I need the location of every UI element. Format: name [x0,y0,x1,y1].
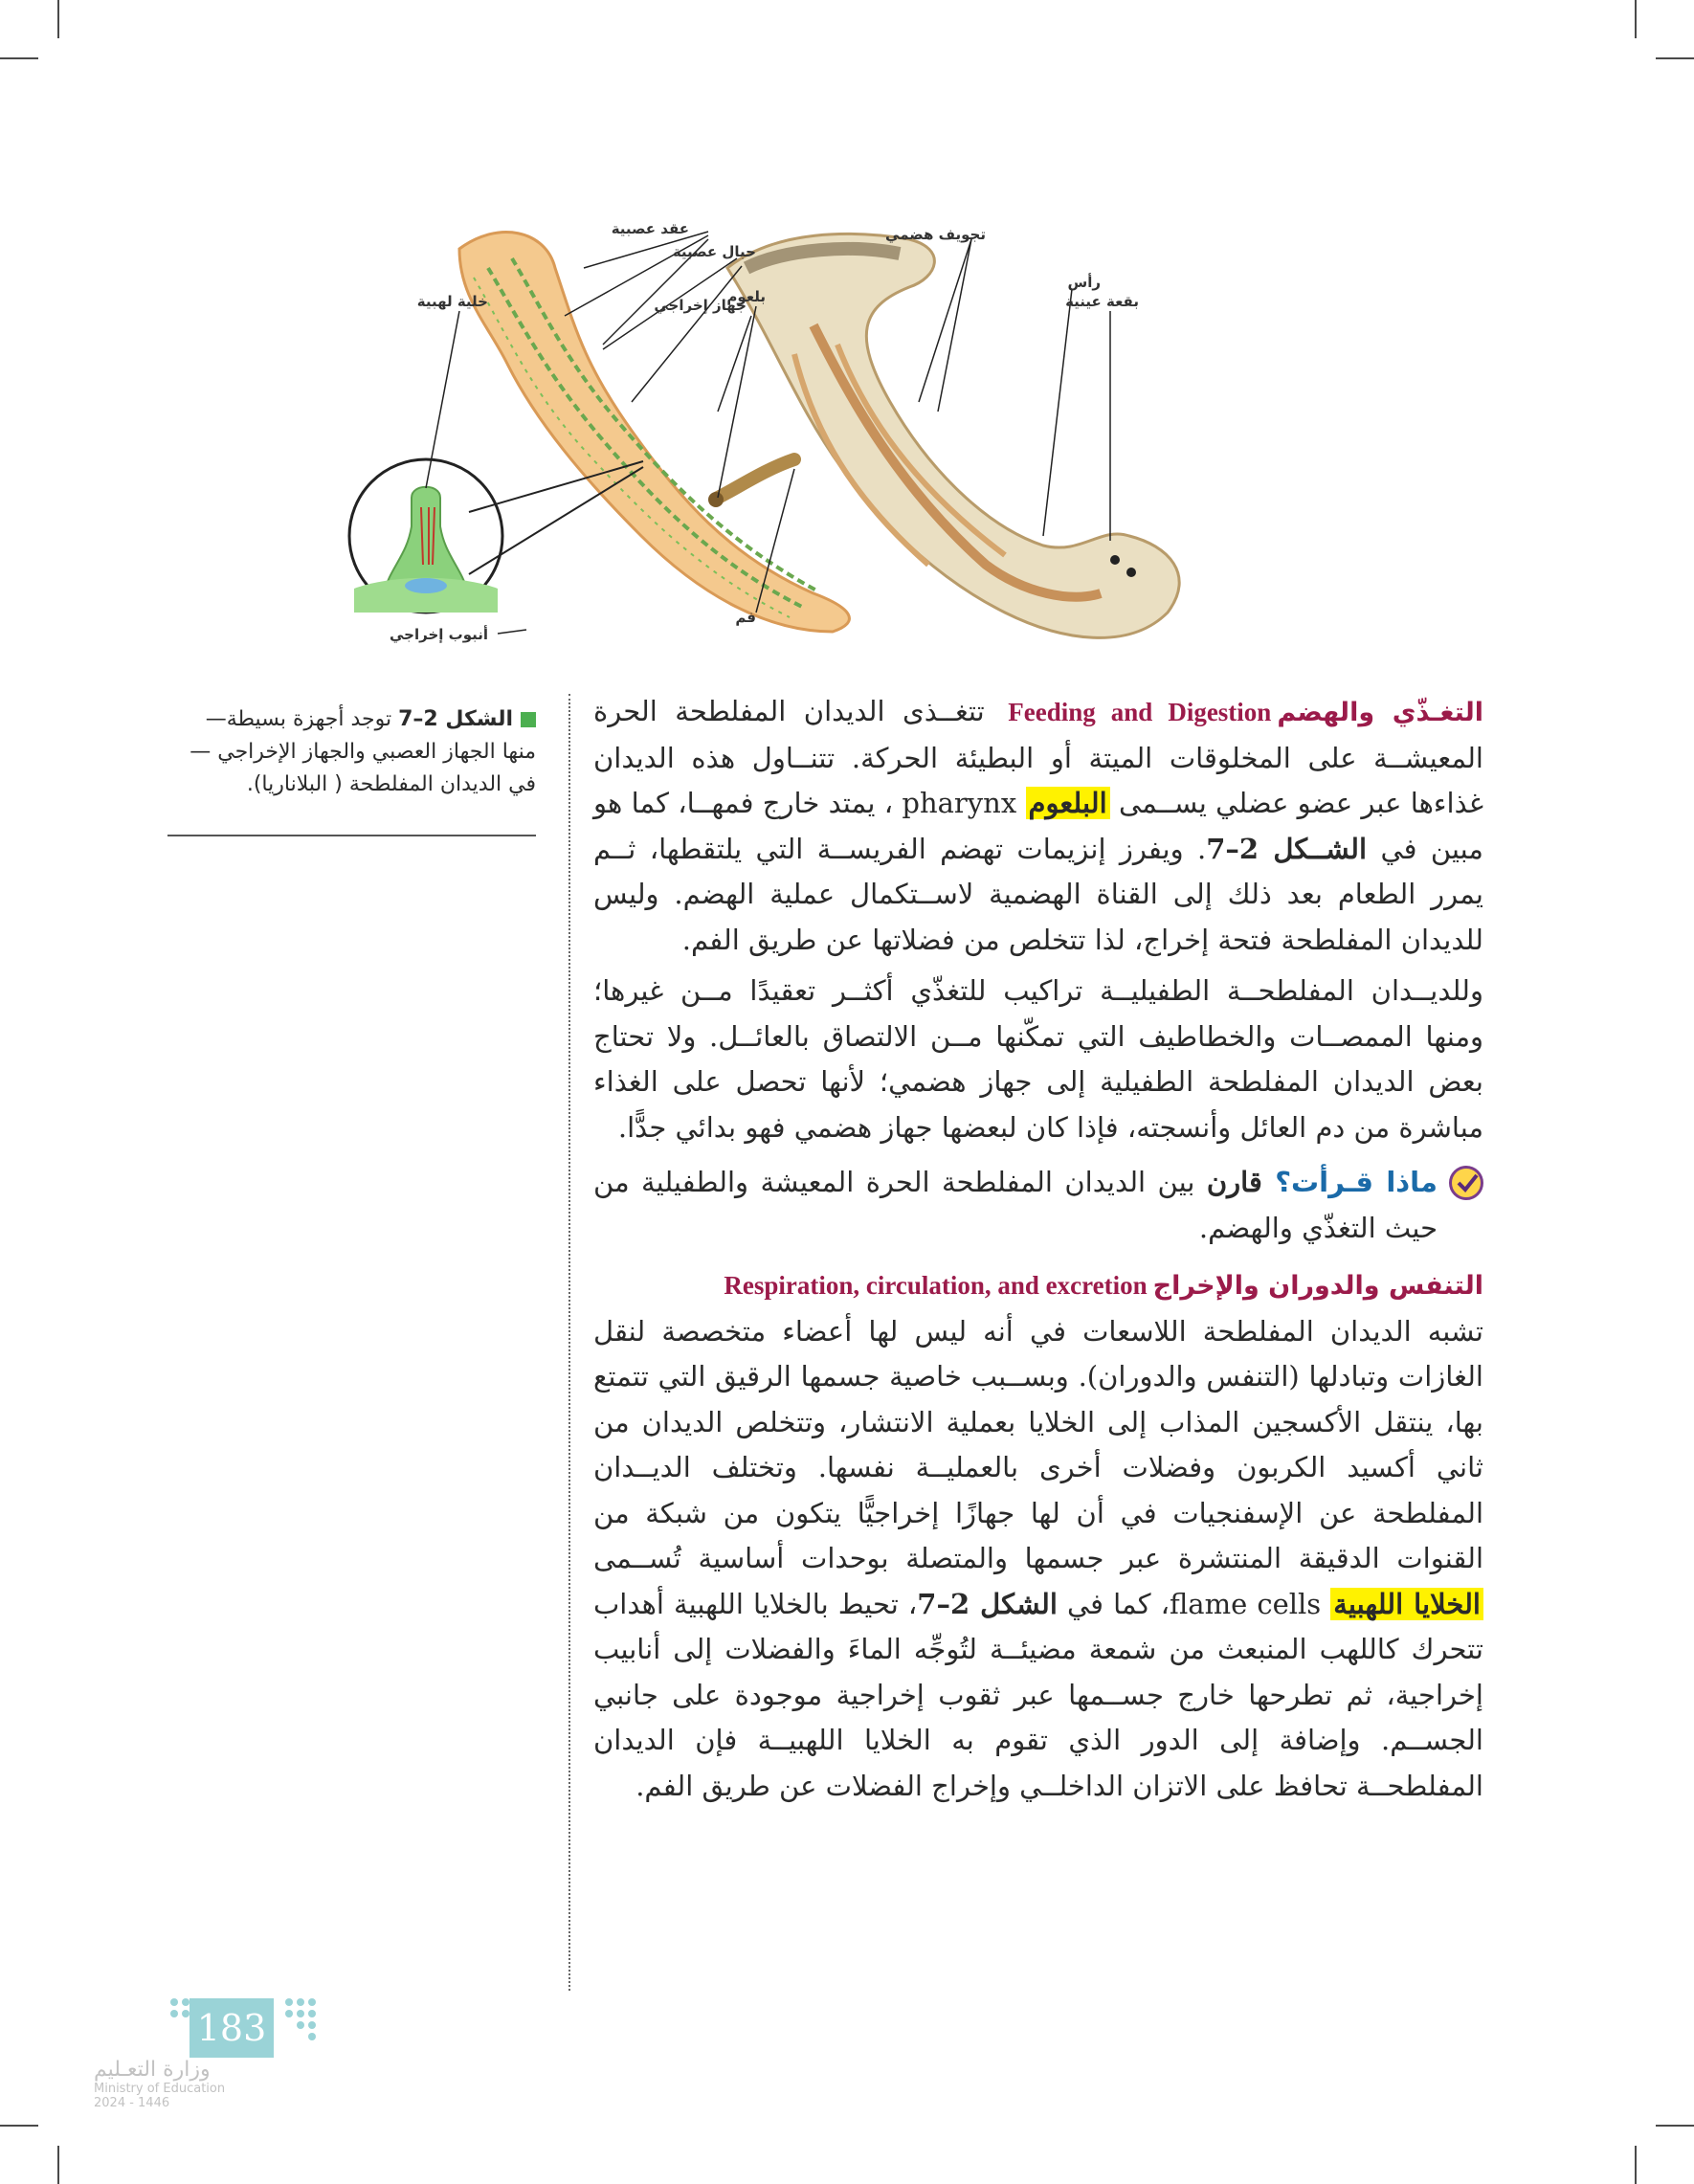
edition-year: 2024 - 1446 [94,2096,170,2110]
respiration-text-a: تشبه الديدان المفلطحة اللاسعات في أنه ليس لها أعضاء متخصصة لنقل الغازات وتبادلها (التنفس والدوران). وبســبب خاصية جسمها الرقيق التي تتمتع بها، ينتقل الأكسجين المذاب إلى الخلايا بعملية الانتشار، وتتخلص الديدان من ثاني أكسيد الكربون وفضلات أخرى بالعمليــة نفسها. وتختلف الديــدان المفلطحة عن الإسفنجيات في أن لها جهازًا إخراجيًّا يتكون من شبكة من القنوات الدقيقة المنتشرة عبر جسمها والمتصلة بوحدات أساسية تُســمى [593,1314,1483,1574]
crop-mark-bottom-right-h [1656,2125,1694,2127]
term-flame-cells: الخلايا اللهبية [1330,1588,1483,1620]
label-mouth: فم [735,609,756,626]
crop-mark-top-right-h [1656,57,1694,59]
section-heading-feeding-en: Feeding and Digestion [1008,698,1272,726]
feeding-text-a: تتغــذى الديدان المفلطحة الحرة المعيشــة على المخلوقات الميتة أو البطيئة الحركة. تتنــاول هذه الديدان غذاءها عبر عضو عضلي يســمى [593,695,1484,819]
label-excretory-system: جهاز إخراجي [654,297,747,314]
section-heading-respiration [593,1262,1483,1309]
caption-rule [167,835,536,836]
section-heading-respiration-en: Respiration, circulation, and excretion [724,1271,1148,1300]
label-digestive-cavity: تجويف هضمي [885,226,986,243]
ministry-name-en: Ministry of Education [94,2082,226,2096]
label-flame-cell: خلية لهبية [416,293,488,310]
caption-text: توجد أجهزة بسيطة— منها الجهاز العصبي والجهاز الإخراجي — في الديدان المفلطحة ( البلاناريا). [189,707,536,796]
label-nerve-cords: حبال عصبية [672,243,756,260]
paragraph-feeding [593,689,1483,963]
caption-label: الشكل 2–7 [398,707,513,731]
reading-check [593,1160,1483,1251]
page-number: 183 [189,1998,274,2058]
reading-check-verb: قارن [1206,1166,1276,1198]
reading-check-label: ماذا قـرأت؟ [1275,1166,1438,1198]
label-nerve-ganglia: عقد عصبية [611,220,689,237]
crop-mark-bottom-left [57,2146,59,2184]
figure-ref-feeding[interactable]: الشــكل 2–7 [1206,832,1368,865]
figure-caption [167,703,536,801]
crop-mark-top-right [1635,0,1637,38]
column-divider [568,694,570,1991]
section-heading-respiration-ar: التنفس والدوران والإخراج [1152,1271,1483,1301]
planarian-figure [316,211,1416,670]
figure-ref-respiration[interactable]: الشكل 2–7 [917,1587,1058,1620]
paragraph-parasitic: وللديــدان المفلطحــة الطفيليــة تراكيب للتغذّي أكثــر تعقيدًا مــن غيرها؛ ومنها الممصــات والخطاطيف التي تمكّنها مــن الالتصاق بالعائــل. ولا تحتاج بعض الديدان المفلطحة الطفيلية إلى جهاز هضمي؛ لأنها تحصل على الغذاء مباشرة من دم العائل وأنسجته، فإذا كان لبعضها جهاز هضمي فهو بدائي جدًّا. [593,974,1483,1144]
reading-check-text: بين الديدان المفلطحة الحرة المعيشة والطفيلية من حيث التغذّي والهضم. [593,1166,1438,1244]
respiration-text-c: ، تحيط بالخلايا اللهبية أهداب تتحرك كاللهب المنبعث من شمعة مضيئــة لتُوجِّه الماءَ والفضلات إلى أنابيب إخراجية، ثم تطرحها خارج جســمها عبر ثقوب إخراجية موجودة على جانبي الجســم. وإضافة إلى الدور الذي تقوم به الخلايا اللهبيــة فإن الديدان المفلطحــة تحافظ على الاتزان الداخلــي وإخراج الفضلات عن طريق الفم. [593,1587,1483,1802]
paragraph-respiration [593,1309,1483,1810]
check-icon [1449,1166,1483,1200]
ministry-name-ar: وزارة التعـليم [94,2058,211,2082]
feeding-text-b: pharynx ، يمتد خارج فمهــا، كما هو مبين في [593,787,1483,865]
crop-mark-bottom-left-h [0,2125,38,2127]
main-text-column [593,689,1483,1809]
label-excretory-tube: أنبوب إخراجي [389,626,488,643]
crop-mark-bottom-right [1635,2146,1637,2184]
crop-mark-top-left [57,0,59,38]
crop-mark-top-left-h [0,57,38,59]
feeding-text-c: . ويفرز إنزيمات تهضم الفريســة التي يلتقطها، ثــم يمرر الطعام بعد ذلك إلى القناة الهضمية لاســتكمال عملية الهضم. وليس للديدان المفلطحة فتحة إخراج، لذا تتخلص من فضلاتها عن طريق الفم. [593,832,1483,956]
label-head: رأس [1067,274,1101,291]
term-pharynx: البلعوم [1026,787,1110,819]
respiration-text-b: flame cells، كما في [1057,1587,1331,1620]
ministry-footer [94,2058,285,2110]
label-pharynx: بلعوم [726,288,766,305]
caption-marker-icon [521,712,536,727]
section-heading-feeding-ar: التغـذّي والهضم [1277,698,1484,727]
label-eyespot: بقعة عينية [1065,293,1139,310]
